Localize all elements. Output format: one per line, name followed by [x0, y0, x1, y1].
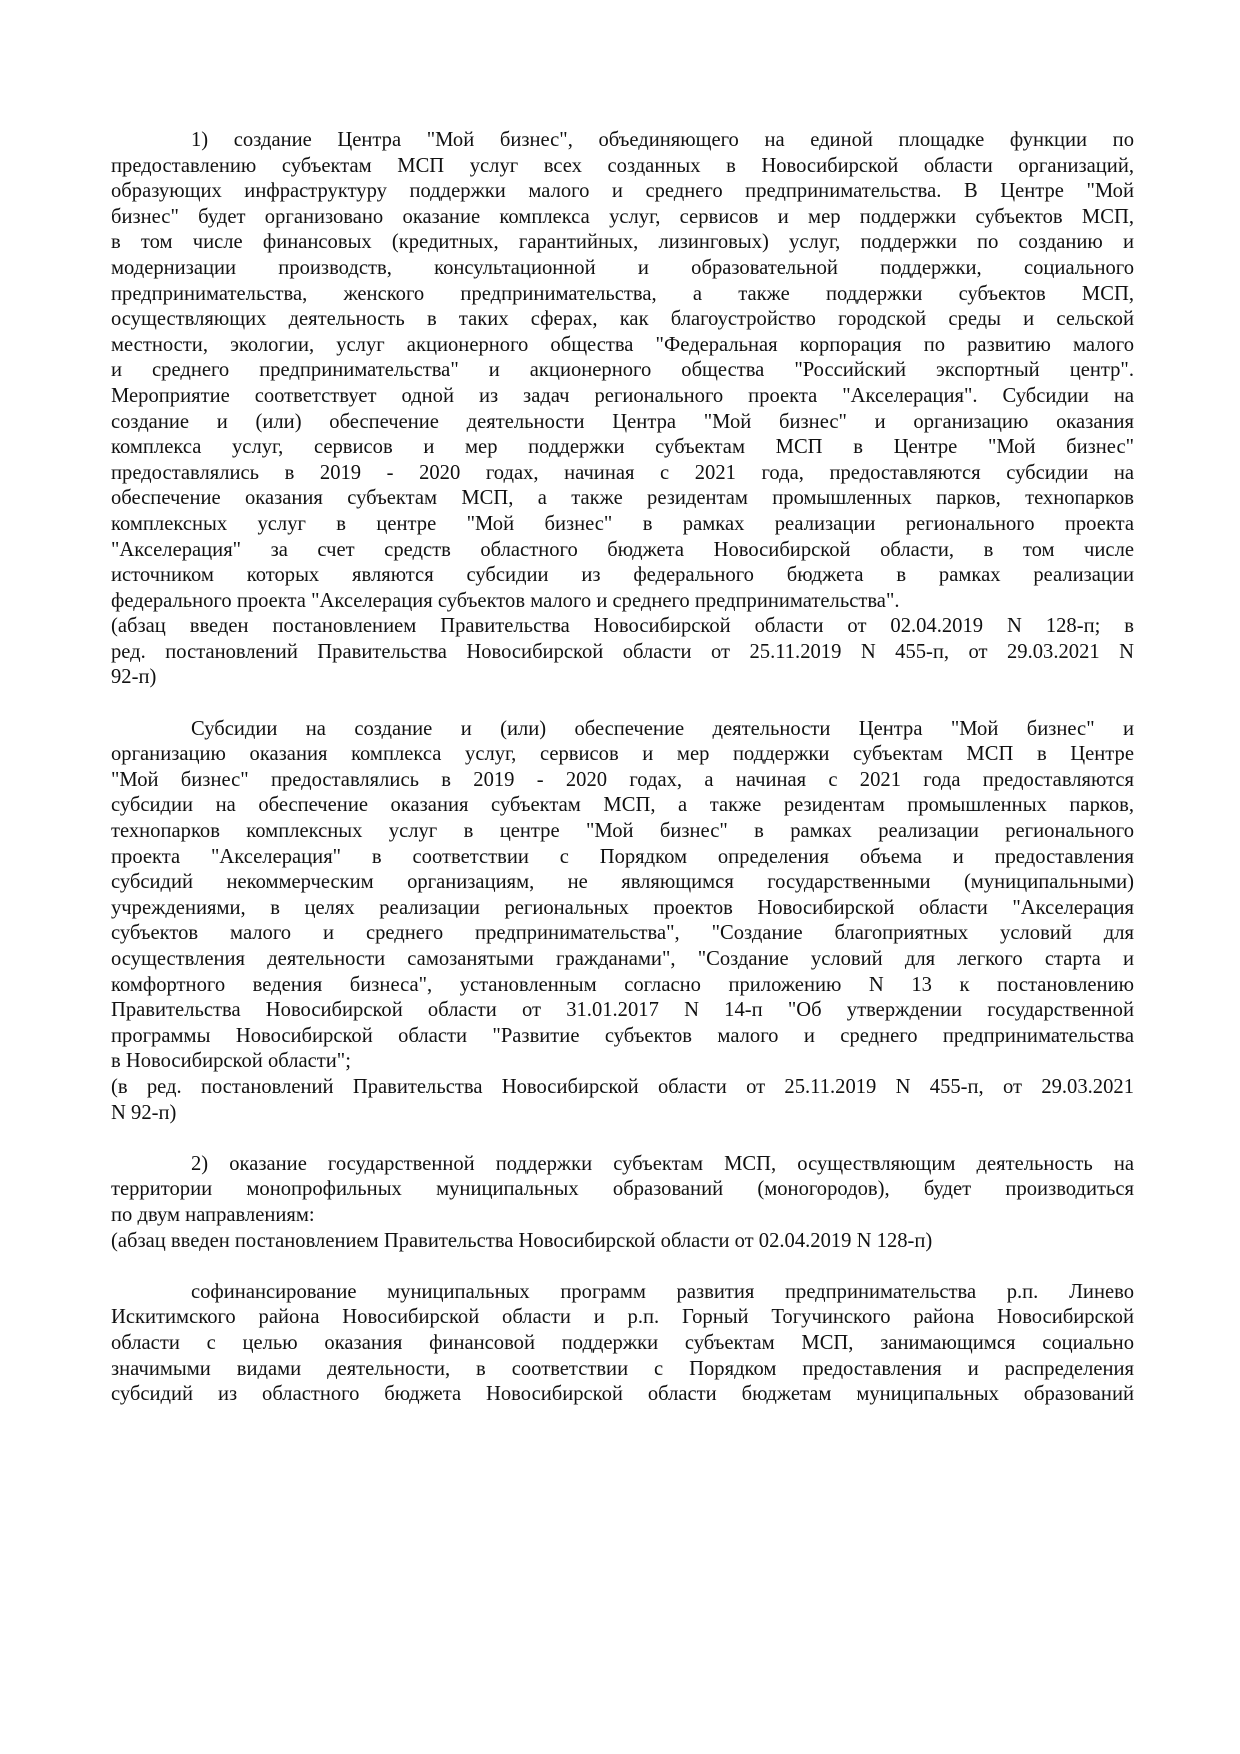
paragraph-spacer — [111, 691, 1134, 717]
paragraph-spacer — [111, 1126, 1134, 1152]
text-line: Мероприятие соответствует одной из задач регионального проекта "Акселерация". Субсидии на — [111, 384, 1134, 407]
text-line: комфортного ведения бизнеса", установленным согласно приложению N 13 к постановлению — [111, 973, 1134, 996]
text-line: "Акселерация" за счет средств областного бюджета Новосибирской области, в том числе — [111, 538, 1134, 561]
text-line: 2) оказание государственной поддержки субъектам МСП, осуществляющим деятельность на — [191, 1152, 1134, 1175]
text-line: (абзац введен постановлением Правительства Новосибирской области от 02.04.2019 N 128-п) — [111, 1229, 933, 1252]
text-line: 92-п) — [111, 666, 157, 689]
text-line: и среднего предпринимательства" и акционерного общества "Российский экспортный центр". — [111, 359, 1134, 382]
text-line: Субсидии на создание и (или) обеспечение деятельности Центра "Мой бизнес" и — [191, 717, 1134, 740]
text-line: ред. постановлений Правительства Новосибирской области от 25.11.2019 N 455-п, от 29.03.2021 N — [111, 640, 1134, 663]
amendment-note — [111, 614, 1134, 691]
text-line: значимыми видами деятельности, в соответствии с Порядком предоставления и распределения — [111, 1357, 1134, 1380]
text-line: предоставлению субъектам МСП услуг всех созданных в Новосибирской области организаций, — [111, 154, 1134, 177]
text-line: "Мой бизнес" предоставлялись в 2019 - 2020 годах, а начиная с 2021 года предоставляются — [111, 768, 1134, 791]
paragraph-spacer — [111, 1254, 1134, 1280]
text-line: местности, экологии, услуг акционерного общества "Федеральная корпорация по развитию малого — [111, 333, 1134, 356]
text-line: субсидий некоммерческим организациям, не являющимся государственными (муниципальными) — [111, 871, 1134, 894]
text-line: бизнес" будет организовано оказание комплекса услуг, сервисов и мер поддержки субъектов МСП, — [111, 205, 1134, 228]
text-line: N 92-п) — [111, 1101, 177, 1124]
text-line: по двум направлениям: — [111, 1203, 315, 1226]
text-line: в Новосибирской области"; — [111, 1050, 351, 1073]
text-line: источником которых являются субсидии из федерального бюджета в рамках реализации — [111, 564, 1134, 587]
text-line: программы Новосибирской области "Развитие субъектов малого и среднего предпринимательства — [111, 1024, 1134, 1047]
document-page — [111, 128, 1134, 1408]
text-line: Правительства Новосибирской области от 31.01.2017 N 14-п "Об утверждении государственной — [111, 999, 1134, 1022]
text-line: федерального проекта "Акселерация субъектов малого и среднего предпринимательства". — [111, 589, 900, 612]
text-line: модернизации производств, консультационной и образовательной поддержки, социального — [111, 256, 1134, 279]
text-line: субсидий из областного бюджета Новосибирской области бюджетам муниципальных образований — [111, 1383, 1134, 1406]
text-line: организацию оказания комплекса услуг, сервисов и мер поддержки субъектам МСП в Центре — [111, 743, 1134, 766]
text-line: комплекса услуг, сервисов и мер поддержки субъектам МСП в Центре "Мой бизнес" — [111, 436, 1134, 459]
paragraph-subsidies — [111, 717, 1134, 1075]
text-line: в том числе финансовых (кредитных, гарантийных, лизинговых) услуг, поддержки по созданию и — [111, 231, 1134, 254]
text-line: технопарков комплексных услуг в центре "Мой бизнес" в рамках реализации регионального — [111, 820, 1134, 843]
text-line: обеспечение оказания субъектам МСП, а также резидентам промышленных парков, технопарков — [111, 487, 1134, 510]
paragraph-cofinancing — [111, 1280, 1134, 1408]
amendment-note — [111, 1075, 1134, 1126]
text-line: осуществляющих деятельность в таких сферах, как благоустройство городской среды и сельской — [111, 308, 1134, 331]
paragraph-item-1-my-business-center — [111, 128, 1134, 614]
text-line: (абзац введен постановлением Правительства Новосибирской области от 02.04.2019 N 128-п; в — [111, 615, 1134, 638]
paragraph-item-2-monotowns — [111, 1152, 1134, 1229]
text-line: софинансирование муниципальных программ развития предпринимательства р.п. Линево — [191, 1280, 1134, 1303]
text-line: области с целью оказания финансовой поддержки субъектам МСП, занимающимся социально — [111, 1331, 1134, 1354]
text-line: проекта "Акселерация" в соответствии с Порядком определения объема и предоставления — [111, 845, 1134, 868]
text-line: (в ред. постановлений Правительства Новосибирской области от 25.11.2019 N 455-п, от 29.03.2021 — [111, 1075, 1134, 1098]
text-line: субсидии на обеспечение оказания субъектам МСП, а также резидентам промышленных парков, — [111, 794, 1134, 817]
text-line: создание и (или) обеспечение деятельности Центра "Мой бизнес" и организацию оказания — [111, 410, 1134, 433]
text-line: территории монопрофильных муниципальных образований (моногородов), будет производиться — [111, 1178, 1134, 1201]
text-line: предоставлялись в 2019 - 2020 годах, начиная с 2021 года, предоставляются субсидии на — [111, 461, 1134, 484]
amendment-note — [111, 1229, 1134, 1255]
text-line: субъектов малого и среднего предпринимательства", "Создание благоприятных условий для — [111, 922, 1134, 945]
text-line: комплексных услуг в центре "Мой бизнес" в рамках реализации регионального проекта — [111, 512, 1134, 535]
text-line: предпринимательства, женского предпринимательства, а также поддержки субъектов МСП, — [111, 282, 1134, 305]
text-line: образующих инфраструктуру поддержки малого и среднего предпринимательства. В Центре "Мой — [111, 180, 1134, 203]
text-line: учреждениями, в целях реализации региональных проектов Новосибирской области "Акселерация — [111, 896, 1134, 919]
text-line: осуществления деятельности самозанятыми гражданами", "Создание условий для легкого старта и — [111, 948, 1134, 970]
text-line: 1) создание Центра "Мой бизнес", объединяющего на единой площадке функции по — [191, 129, 1134, 151]
text-line: Искитимского района Новосибирской области и р.п. Горный Тогучинского района Новосибирской — [111, 1306, 1134, 1329]
